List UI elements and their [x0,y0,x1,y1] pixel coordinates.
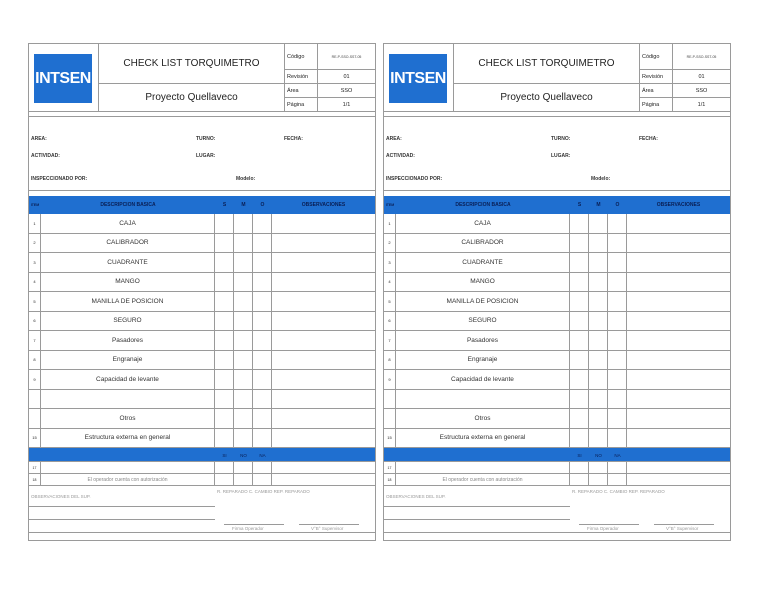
table-row [384,462,730,474]
check-o-cell[interactable] [253,351,272,370]
table-row [29,253,375,273]
row-item-number: 5 [29,292,41,311]
row-description: Estructura externa en general [41,429,215,448]
row-item-number [29,390,41,409]
signature-line-supervisor [654,524,714,525]
subheader-si: SI [222,452,227,458]
row-item-number: 8 [384,351,396,370]
table-row [384,390,730,410]
info-section [384,124,730,194]
check-o-cell[interactable] [253,409,272,428]
check-m-cell[interactable] [589,429,608,448]
firma-operador-label: Firma Operador [587,526,619,531]
check-s-cell[interactable] [570,312,589,331]
revision-value: 01 [698,73,705,80]
observation-cell[interactable] [272,351,375,370]
row-description: Capacidad de levante [41,370,215,389]
table-row [384,429,730,449]
check-o-cell[interactable] [608,390,627,409]
table-row [29,474,375,486]
check-m-cell[interactable] [589,292,608,311]
lugar-field-label: LUGAR: [551,153,571,159]
actividad-field-label: ACTIVIDAD: [386,153,415,159]
area-row [285,84,375,98]
col-observaciones: OBSERVACIONES [301,202,346,208]
row-description: Otros [41,409,215,428]
table-row [384,253,730,273]
check-m-cell[interactable] [234,331,253,350]
check-o-cell[interactable] [608,234,627,253]
inspeccionado-field-label: INSPECCIONADO POR: [386,176,443,182]
revision-row [285,70,375,84]
check-s-cell[interactable] [215,312,234,331]
page-value: 1/1 [697,101,706,108]
observation-cell[interactable] [627,474,730,485]
table-row [384,292,730,312]
row-description: MANGO [396,273,570,292]
page-value: 1/1 [342,101,351,108]
subheader-na: NA [614,452,621,458]
row-item-number [384,409,396,428]
check-na-cell[interactable] [608,474,627,485]
observaciones-label: OBSERVACIONES DEL SUP. [31,494,91,499]
row-item-number: 6 [29,312,41,331]
check-o-cell[interactable] [253,292,272,311]
row-description: CUADRANTE [41,253,215,272]
check-m-cell[interactable] [589,253,608,272]
page-row [285,98,375,112]
obs-line-2 [29,519,215,520]
check-na-cell[interactable] [253,462,272,473]
row-item-number: 3 [384,253,396,272]
row-item-number: 2 [384,234,396,253]
check-no-cell[interactable] [589,462,608,473]
check-o-cell[interactable] [608,292,627,311]
row-description: Otros [396,409,570,428]
table-row [384,409,730,429]
check-m-cell[interactable] [234,429,253,448]
row-item-number: 18 [29,474,41,485]
code-label: Código [640,44,673,69]
signature-line-operador [224,524,284,525]
check-m-cell[interactable] [589,312,608,331]
signature-line-supervisor [299,524,359,525]
area-value: SSO [695,87,708,94]
row-item-number: 8 [29,351,41,370]
table-row [29,292,375,312]
check-si-cell[interactable] [215,462,234,473]
code-value: RE-P-SSO-SST-05 [331,54,362,59]
row-item-number: 7 [384,331,396,350]
header-divider [384,114,730,117]
check-o-cell[interactable] [608,351,627,370]
revision-row [640,70,730,84]
row-description: Engranaje [396,351,570,370]
check-s-cell[interactable] [215,253,234,272]
row-description: Pasadores [396,331,570,350]
observation-cell[interactable] [272,474,375,485]
row-item-number: 18 [384,474,396,485]
row-item-number: 17 [384,462,396,473]
observation-cell[interactable] [627,273,730,292]
check-m-cell[interactable] [234,312,253,331]
document-title: CHECK LIST TORQUIMETRO [454,44,640,84]
check-s-cell[interactable] [570,370,589,389]
row-description: El operador cuenta con autorización [396,474,570,485]
check-na-cell[interactable] [253,474,272,485]
check-si-cell[interactable] [570,462,589,473]
check-m-cell[interactable] [234,409,253,428]
sheet-header [29,44,375,117]
table-row [29,312,375,332]
check-m-cell[interactable] [589,409,608,428]
observation-cell[interactable] [272,331,375,350]
checklist-sheet-left [28,43,376,541]
row-description: MANILLA DE POSICION [396,292,570,311]
row-item-number: 4 [29,273,41,292]
observation-cell[interactable] [272,312,375,331]
row-description: CAJA [396,214,570,233]
table-row [29,370,375,390]
table-row [384,312,730,332]
signature-line-operador [579,524,639,525]
turno-field-label: TURNO: [551,136,571,142]
col-observaciones: OBSERVACIONES [656,202,701,208]
check-o-cell[interactable] [253,253,272,272]
col-o: O [260,202,265,208]
check-o-cell[interactable] [608,253,627,272]
row-item-number: 4 [384,273,396,292]
observation-cell[interactable] [627,429,730,448]
observation-cell[interactable] [272,253,375,272]
observation-cell[interactable] [272,462,375,473]
row-item-number: 9 [384,370,396,389]
area-row [640,84,730,98]
reparado-legend: R. REPARADO C. CAMBIO REP. REPARADO [217,489,310,494]
revision-label: Revisión [640,70,673,83]
observation-cell[interactable] [627,390,730,409]
check-m-cell[interactable] [234,234,253,253]
col-s: S [222,202,227,208]
table-row [29,214,375,234]
row-item-number: 1 [384,214,396,233]
row-item-number: 9 [29,370,41,389]
project-name: Proyecto Quellaveco [99,84,285,112]
page-label: Página [640,98,673,111]
inspeccionado-field-label: INSPECCIONADO POR: [31,176,88,182]
row-description: CUADRANTE [396,253,570,272]
observation-cell[interactable] [272,370,375,389]
check-s-cell[interactable] [215,351,234,370]
check-s-cell[interactable] [215,234,234,253]
check-m-cell[interactable] [589,331,608,350]
check-m-cell[interactable] [234,292,253,311]
check-m-cell[interactable] [234,214,253,233]
observation-cell[interactable] [272,292,375,311]
check-s-cell[interactable] [215,429,234,448]
actividad-field-label: ACTIVIDAD: [31,153,60,159]
check-s-cell[interactable] [570,429,589,448]
modelo-field-label: Modelo: [591,176,611,182]
check-s-cell[interactable] [570,214,589,233]
code-row [640,44,730,70]
check-o-cell[interactable] [608,370,627,389]
row-item-number: 2 [29,234,41,253]
check-s-cell[interactable] [570,390,589,409]
check-no-cell[interactable] [234,462,253,473]
check-o-cell[interactable] [608,273,627,292]
check-m-cell[interactable] [234,253,253,272]
table-row [29,462,375,474]
check-s-cell[interactable] [570,253,589,272]
obs-line-3 [384,532,730,533]
area-field-label: AREA: [31,136,47,142]
check-s-cell[interactable] [570,331,589,350]
check-o-cell[interactable] [608,312,627,331]
observation-cell[interactable] [627,370,730,389]
subheader-no: NO [595,452,602,458]
row-item-number: 6 [384,312,396,331]
company-logo: INTSEN [34,54,92,103]
logo-box [29,44,99,112]
check-m-cell[interactable] [234,273,253,292]
check-m-cell[interactable] [589,214,608,233]
code-grid [640,44,730,112]
row-description: SEGURO [41,312,215,331]
row-description: CAJA [41,214,215,233]
modelo-field-label: Modelo: [236,176,256,182]
table-row [29,331,375,351]
table-row [29,390,375,410]
col-m: M [596,202,601,208]
checklist-sheet-right [383,43,731,541]
obs-line-1 [29,506,215,507]
row-item-number: 3 [29,253,41,272]
check-m-cell[interactable] [589,370,608,389]
area-label: Área [285,84,318,97]
row-description: MANGO [41,273,215,292]
row-description: El operador cuenta con autorización [41,474,215,485]
observation-cell[interactable] [272,214,375,233]
check-s-cell[interactable] [215,370,234,389]
observation-cell[interactable] [627,331,730,350]
row-description: CALIBRADOR [396,234,570,253]
row-item-number [384,390,396,409]
check-o-cell[interactable] [253,331,272,350]
check-o-cell[interactable] [253,214,272,233]
page-label: Página [285,98,318,111]
check-no-cell[interactable] [589,474,608,485]
subheader-na: NA [259,452,266,458]
row-item-number: 15 [29,429,41,448]
check-m-cell[interactable] [234,351,253,370]
document-title: CHECK LIST TORQUIMETRO [99,44,285,84]
check-o-cell[interactable] [253,370,272,389]
table-row [384,351,730,371]
col-item: ITEM [30,203,40,207]
code-row [285,44,375,70]
check-m-cell[interactable] [234,390,253,409]
reparado-legend: R. REPARADO C. CAMBIO REP. REPARADO [572,489,665,494]
table-row [29,351,375,371]
observation-cell[interactable] [627,292,730,311]
check-m-cell[interactable] [234,370,253,389]
observation-cell[interactable] [627,312,730,331]
project-name: Proyecto Quellaveco [454,84,640,112]
observation-cell[interactable] [272,234,375,253]
obs-line-1 [384,506,570,507]
check-s-cell[interactable] [570,273,589,292]
table-row [384,370,730,390]
page-row [640,98,730,112]
check-o-cell[interactable] [253,429,272,448]
row-description [396,390,570,409]
observation-cell[interactable] [627,214,730,233]
row-item-number: 15 [384,429,396,448]
row-item-number [29,409,41,428]
code-label: Código [285,44,318,69]
row-description: Estructura externa en general [396,429,570,448]
row-description [41,390,215,409]
vb-supervisor-label: V°B° Supervisor [666,526,699,531]
revision-value: 01 [343,73,350,80]
col-item: ITEM [385,203,395,207]
obs-line-2 [384,519,570,520]
observation-cell[interactable] [272,273,375,292]
answer-subheader [384,448,730,462]
check-si-cell[interactable] [215,474,234,485]
observaciones-label: OBSERVACIONES DEL SUP. [386,494,446,499]
table-row [384,331,730,351]
check-m-cell[interactable] [589,351,608,370]
sheet-header [384,44,730,117]
row-item-number: 17 [29,462,41,473]
check-s-cell[interactable] [570,351,589,370]
check-s-cell[interactable] [215,292,234,311]
col-description: DESCRIPCION BASICA [100,202,156,208]
company-logo: INTSEN [389,54,447,103]
row-description [41,462,215,473]
observation-cell[interactable] [627,351,730,370]
row-description: MANILLA DE POSICION [41,292,215,311]
row-description: CALIBRADOR [41,234,215,253]
code-value: RE-P-SSO-SST-05 [686,54,717,59]
check-s-cell[interactable] [215,273,234,292]
check-o-cell[interactable] [608,214,627,233]
observation-cell[interactable] [627,234,730,253]
row-description: Engranaje [41,351,215,370]
table-header [29,196,375,214]
firma-operador-label: Firma Operador [232,526,264,531]
table-row [29,273,375,293]
check-s-cell[interactable] [215,214,234,233]
check-no-cell[interactable] [234,474,253,485]
lugar-field-label: LUGAR: [196,153,216,159]
check-s-cell[interactable] [215,331,234,350]
check-o-cell[interactable] [608,331,627,350]
observation-cell[interactable] [272,409,375,428]
fecha-field-label: FECHA: [639,136,658,142]
check-s-cell[interactable] [215,409,234,428]
row-item-number: 7 [29,331,41,350]
check-o-cell[interactable] [608,409,627,428]
logo-box [384,44,454,112]
observation-cell[interactable] [627,253,730,272]
row-item-number: 5 [384,292,396,311]
turno-field-label: TURNO: [196,136,216,142]
check-m-cell[interactable] [589,390,608,409]
row-description: SEGURO [396,312,570,331]
row-item-number: 1 [29,214,41,233]
check-o-cell[interactable] [253,312,272,331]
vb-supervisor-label: V°B° Supervisor [311,526,344,531]
table-row [384,474,730,486]
area-value: SSO [340,87,353,94]
check-si-cell[interactable] [570,474,589,485]
check-s-cell[interactable] [570,292,589,311]
area-label: Área [640,84,673,97]
check-o-cell[interactable] [253,273,272,292]
table-row [29,234,375,254]
table-header [384,196,730,214]
col-s: S [577,202,582,208]
row-description: Capacidad de levante [396,370,570,389]
check-o-cell[interactable] [608,429,627,448]
observation-cell[interactable] [272,429,375,448]
row-description [396,462,570,473]
check-m-cell[interactable] [589,234,608,253]
col-m: M [241,202,246,208]
revision-label: Revisión [285,70,318,83]
check-s-cell[interactable] [570,234,589,253]
info-section [29,124,375,194]
header-divider [29,114,375,117]
observation-cell[interactable] [627,462,730,473]
code-grid [285,44,375,112]
col-description: DESCRIPCION BASICA [455,202,511,208]
area-field-label: AREA: [386,136,402,142]
table-row [384,273,730,293]
observation-cell[interactable] [272,390,375,409]
subheader-no: NO [240,452,247,458]
table-row [384,214,730,234]
table-row [29,429,375,449]
check-o-cell[interactable] [253,390,272,409]
col-o: O [615,202,620,208]
table-row [384,234,730,254]
check-m-cell[interactable] [589,273,608,292]
subheader-si: SI [577,452,582,458]
check-na-cell[interactable] [608,462,627,473]
info-divider [29,190,375,191]
check-o-cell[interactable] [253,234,272,253]
check-s-cell[interactable] [570,409,589,428]
fecha-field-label: FECHA: [284,136,303,142]
answer-subheader [29,448,375,462]
observation-cell[interactable] [627,409,730,428]
table-row [29,409,375,429]
obs-line-3 [29,532,375,533]
row-description: Pasadores [41,331,215,350]
info-divider [384,190,730,191]
check-s-cell[interactable] [215,390,234,409]
